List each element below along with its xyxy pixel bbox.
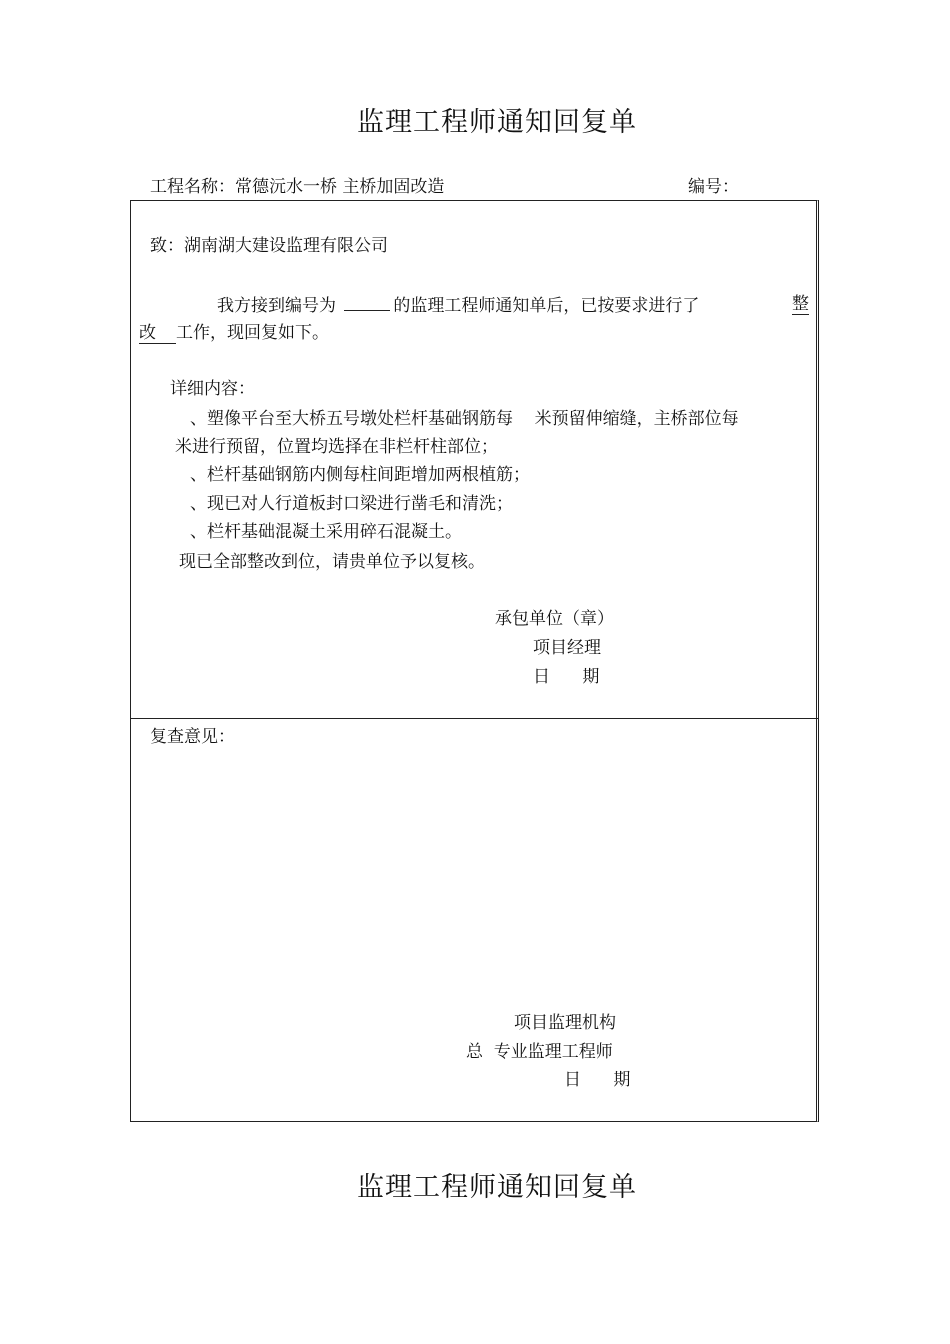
intro-text-3: 工作，现回复如下。 xyxy=(176,323,329,343)
footer-title: 监理工程师通知回复单 xyxy=(357,1172,637,1203)
details-heading: 详细内容： xyxy=(170,379,255,399)
details-line-1: 、塑像平台至大桥五号墩处栏杆基础钢筋每 米预留伸缩缝，主桥部位每 xyxy=(190,409,739,429)
supervising-engineer-label: 总 专业监理工程师 xyxy=(466,1042,613,1062)
intro-text-2: 的监理工程师通知单后，已按要求进行了 xyxy=(393,296,700,316)
addressee-line: 致：湖南湖大建设监理有限公司 xyxy=(150,236,388,256)
page-title: 监理工程师通知回复单 xyxy=(357,107,637,138)
details-line-4: 、现已对人行道板封口梁进行凿毛和清洗； xyxy=(190,494,513,514)
project-manager-label: 项目经理 xyxy=(533,638,601,658)
intro-line-1 xyxy=(217,294,699,316)
supervision-org-label: 项目监理机构 xyxy=(514,1013,616,1033)
details-line-5: 、栏杆基础混凝土采用碎石混凝土。 xyxy=(190,522,462,542)
intro-text-1: 我方接到编号为 xyxy=(217,296,336,316)
project-name: 常德沅水一桥 主桥加固改造 xyxy=(235,177,445,197)
intro-underlined-a: 整 xyxy=(792,294,809,314)
details-line-3: 、栏杆基础钢筋内侧每柱间距增加两根植筋； xyxy=(190,465,530,485)
number-label: 编号： xyxy=(688,177,739,197)
notice-number-blank xyxy=(344,294,390,311)
details-line-2: 米进行预留，位置均选择在非栏杆柱部位； xyxy=(175,437,498,457)
closing-statement: 现已全部整改到位，请贵单位予以复核。 xyxy=(179,552,485,572)
project-name-line xyxy=(150,177,444,197)
supervision-date-label: 日 期 xyxy=(564,1070,631,1090)
intro-line-2 xyxy=(139,323,329,344)
project-label: 工程名称： xyxy=(150,177,235,197)
review-heading: 复查意见： xyxy=(150,727,235,747)
section-divider xyxy=(130,718,819,719)
contractor-unit-label: 承包单位（章） xyxy=(495,609,614,629)
contractor-date-label: 日 期 xyxy=(533,667,600,687)
intro-underlined-b: 改 xyxy=(139,323,176,344)
